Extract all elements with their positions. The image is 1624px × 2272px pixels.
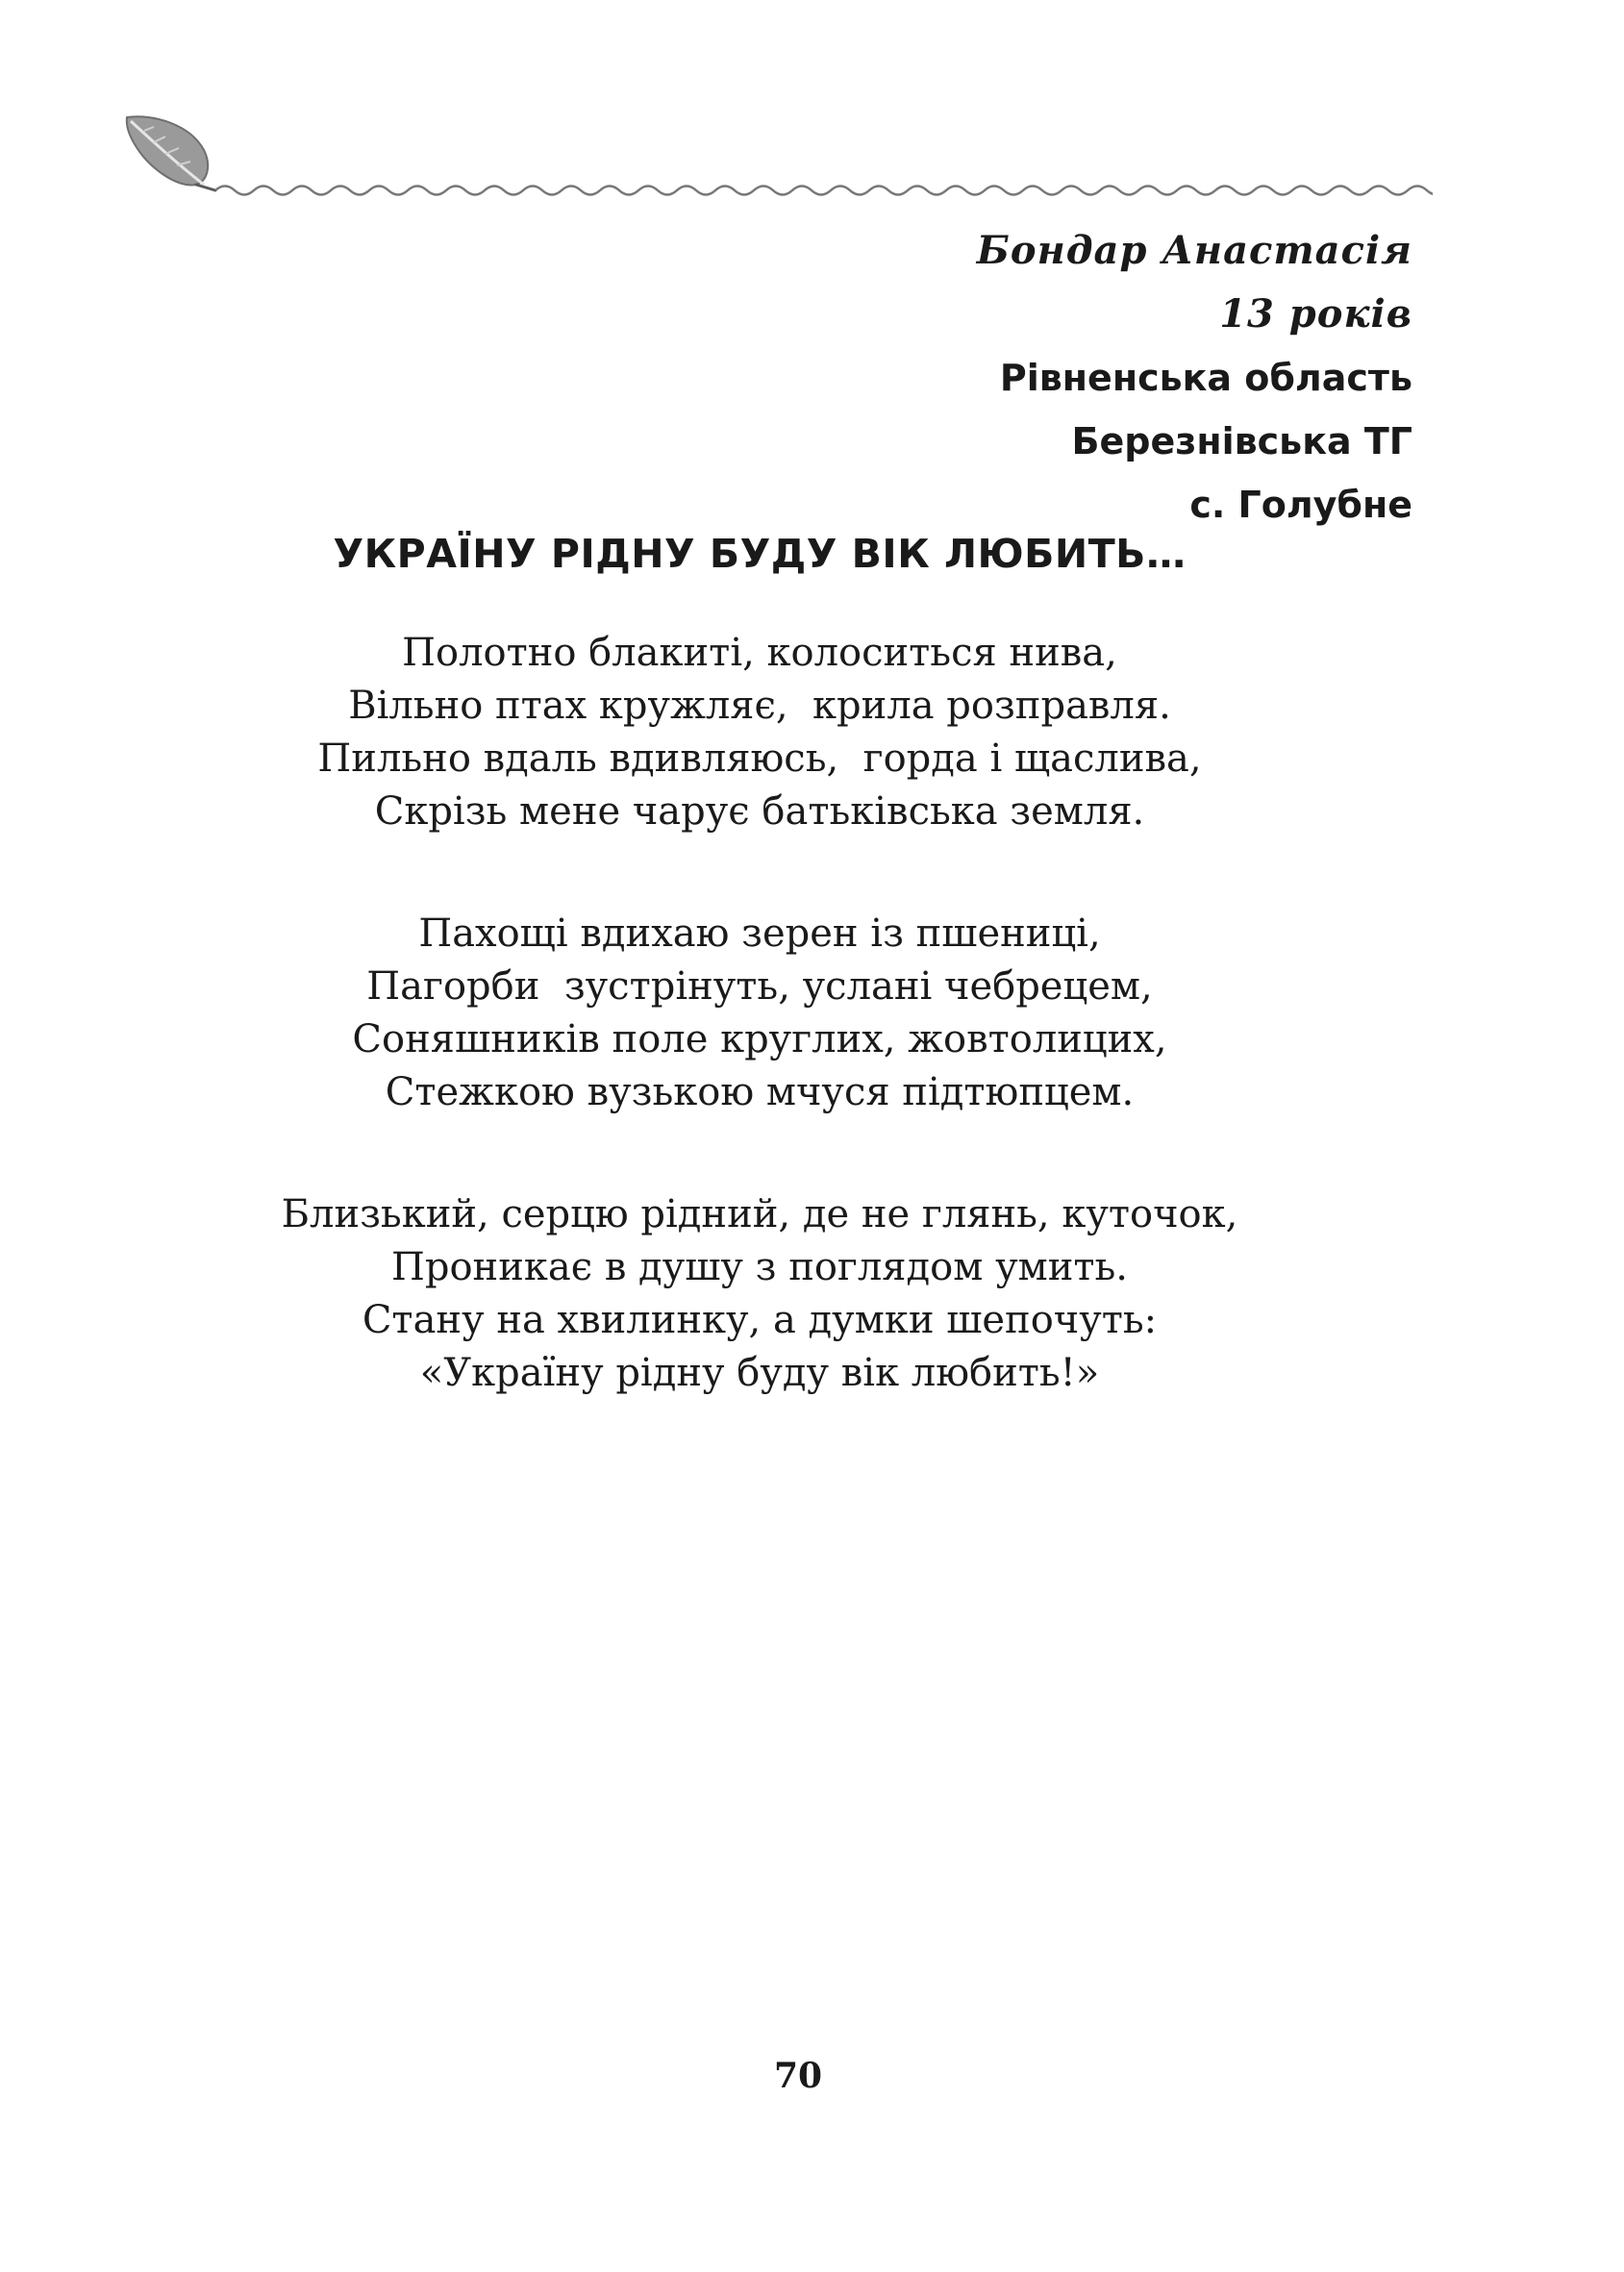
verse-line: Пильно вдаль вдивляюсь, горда і щаслива, <box>317 737 1202 781</box>
wavy-divider <box>215 187 1433 195</box>
feather-quill-icon <box>127 116 215 190</box>
stanza-3 <box>0 1188 1519 1400</box>
verse-line: Проникає в душу з поглядом умить. <box>390 1245 1129 1289</box>
author-info <box>547 219 1412 537</box>
verse-line: Стежкою вузькою мчуся підтюпцем. <box>385 1070 1135 1114</box>
stanza-2 <box>0 908 1519 1119</box>
page-number: 70 <box>773 2056 823 2096</box>
author-community: Березнівська ТГ <box>1071 420 1412 462</box>
verse-line: Соняшників поле круглих, жовтолицих, <box>352 1017 1167 1061</box>
verse-line: Стану на хвилинку, а думки шепочуть: <box>362 1298 1158 1342</box>
verse-line: Пагорби зустрінуть, услані чебрецем, <box>366 964 1153 1009</box>
poem-body <box>0 627 1519 1469</box>
verse-line: Вільно птах кружляє, крила розправля. <box>348 684 1171 728</box>
verse-line: Близький, серцю рідний, де не глянь, куточок, <box>281 1192 1238 1236</box>
verse-line: «Україну рідну буду вік любить!» <box>419 1351 1100 1395</box>
verse-line: Скрізь мене чарує батьківська земля. <box>374 789 1145 834</box>
verse-line: Полотно блакиті, колоситься нива, <box>402 631 1117 675</box>
author-region: Рівненська область <box>999 357 1412 399</box>
author-name: Бондар Анастасія <box>976 228 1412 273</box>
header-ornament <box>115 106 1433 202</box>
author-age: 13 років <box>1219 291 1412 337</box>
stanza-1 <box>0 627 1519 838</box>
author-village: с. Голубне <box>1189 484 1412 526</box>
verse-line: Пахощі вдихаю зерен із пшениці, <box>418 911 1101 956</box>
poem-title: УКРАЇНУ РІДНУ БУДУ ВІК ЛЮБИТЬ… <box>333 531 1187 577</box>
